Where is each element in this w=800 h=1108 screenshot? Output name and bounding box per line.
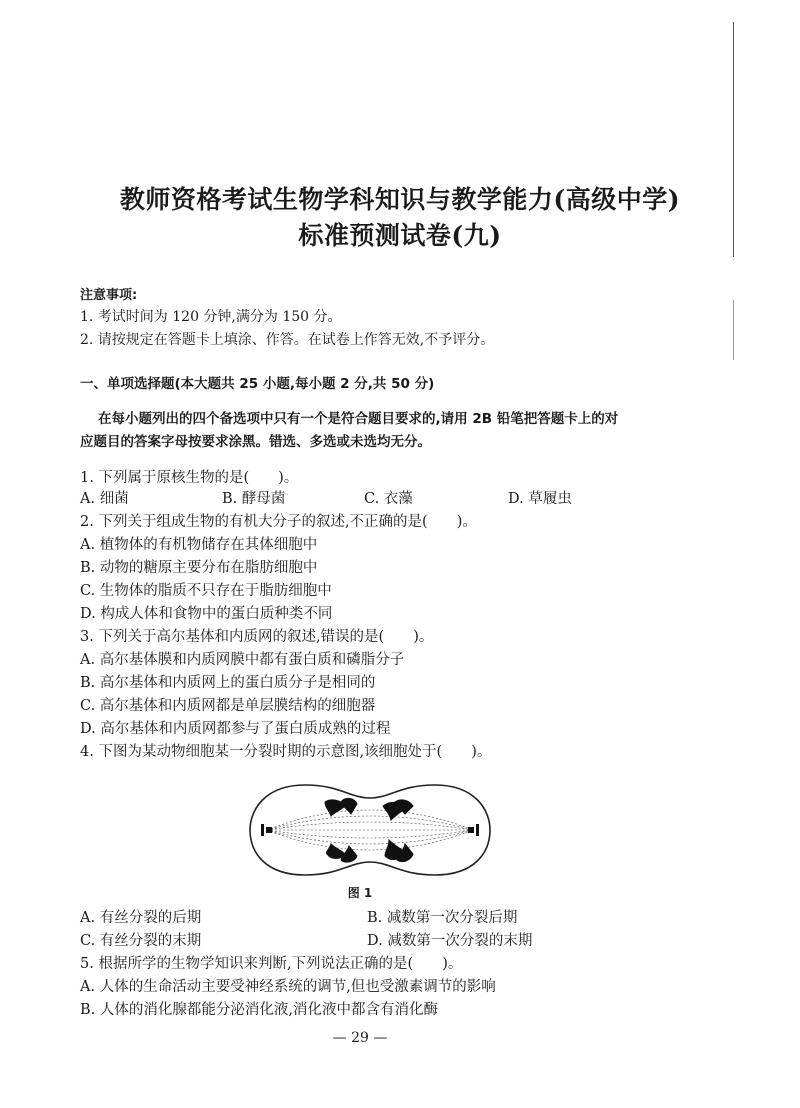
question-1-option-c: C. 衣藻 [364, 491, 413, 507]
question-2-stem: 2. 下列关于组成生物的有机大分子的叙述,不正确的是( )。 [80, 514, 477, 530]
question-5-stem: 5. 根据所学的生物学知识来判断,下列说法正确的是( )。 [80, 956, 463, 972]
cell-division-figure [245, 780, 495, 880]
question-3-stem: 3. 下列关于高尔基体和内质网的叙述,错误的是( )。 [80, 629, 434, 645]
question-3-option-b: B. 高尔基体和内质网上的蛋白质分子是相同的 [80, 675, 376, 691]
question-1-option-d: D. 草履虫 [508, 491, 572, 507]
centriole-left [261, 824, 272, 836]
notes-heading: 注意事项: [80, 288, 138, 303]
cell-membrane [250, 785, 490, 875]
question-1-stem: 1. 下列属于原核生物的是( )。 [80, 470, 299, 486]
page-number: — 29 — [332, 1030, 388, 1046]
question-2-option-b: B. 动物的糖原主要分布在脂肪细胞中 [80, 560, 318, 576]
question-4-stem: 4. 下图为某动物细胞某一分裂时期的示意图,该细胞处于( )。 [80, 744, 492, 760]
question-5-option-b: B. 人体的消化腺都能分泌消化液,消化液中都含有消化酶 [80, 1002, 438, 1018]
question-5-option-a: A. 人体的生命活动主要受神经系统的调节,但也受激素调节的影响 [80, 979, 496, 995]
page-title: 教师资格考试生物学科知识与教学能力(高级中学) [119, 185, 681, 214]
question-1-option-a: A. 细菌 [80, 491, 129, 507]
section-instruction-2: 应题目的答案字母按要求涂黑。错选、多选或未选均无分。 [80, 434, 431, 450]
question-2-option-c: C. 生物体的脂质不只存在于脂肪细胞中 [80, 583, 332, 599]
question-3-option-d: D. 高尔基体和内质网都参与了蛋白质成熟的过程 [80, 721, 391, 737]
question-3-option-a: A. 高尔基体膜和内质网膜中都有蛋白质和磷脂分子 [80, 652, 405, 668]
question-4-option-c: C. 有丝分裂的末期 [80, 933, 202, 949]
question-3-option-c: C. 高尔基体和内质网都是单层膜结构的细胞器 [80, 698, 376, 714]
section-instruction-1: 在每小题列出的四个备选项中只有一个是符合题目要求的,请用 2B 铅笔把答题卡上的对 [98, 411, 619, 427]
question-1-option-b: B. 酵母菌 [222, 491, 286, 507]
notes-item-1: 1. 考试时间为 120 分钟,满分为 150 分。 [80, 309, 342, 325]
margin-rule-lower [733, 300, 734, 360]
figure-caption: 图 1 [347, 886, 373, 900]
question-4-option-b: B. 减数第一次分裂后期 [367, 910, 518, 926]
question-4-option-d: D. 减数第一次分裂的末期 [367, 933, 533, 949]
page-subtitle: 标准预测试卷(九) [298, 221, 502, 250]
question-4-option-a: A. 有丝分裂的后期 [80, 910, 202, 926]
centriole-right [468, 824, 479, 836]
question-2-option-d: D. 构成人体和食物中的蛋白质种类不同 [80, 606, 333, 622]
section-heading: 一、单项选择题(本大题共 25 小题,每小题 2 分,共 50 分) [80, 376, 435, 392]
question-2-option-a: A. 植物体的有机物储存在其体细胞中 [80, 537, 318, 553]
spindle-fibers [267, 810, 473, 850]
notes-item-2: 2. 请按规定在答题卡上填涂、作答。在试卷上作答无效,不予评分。 [80, 332, 495, 348]
